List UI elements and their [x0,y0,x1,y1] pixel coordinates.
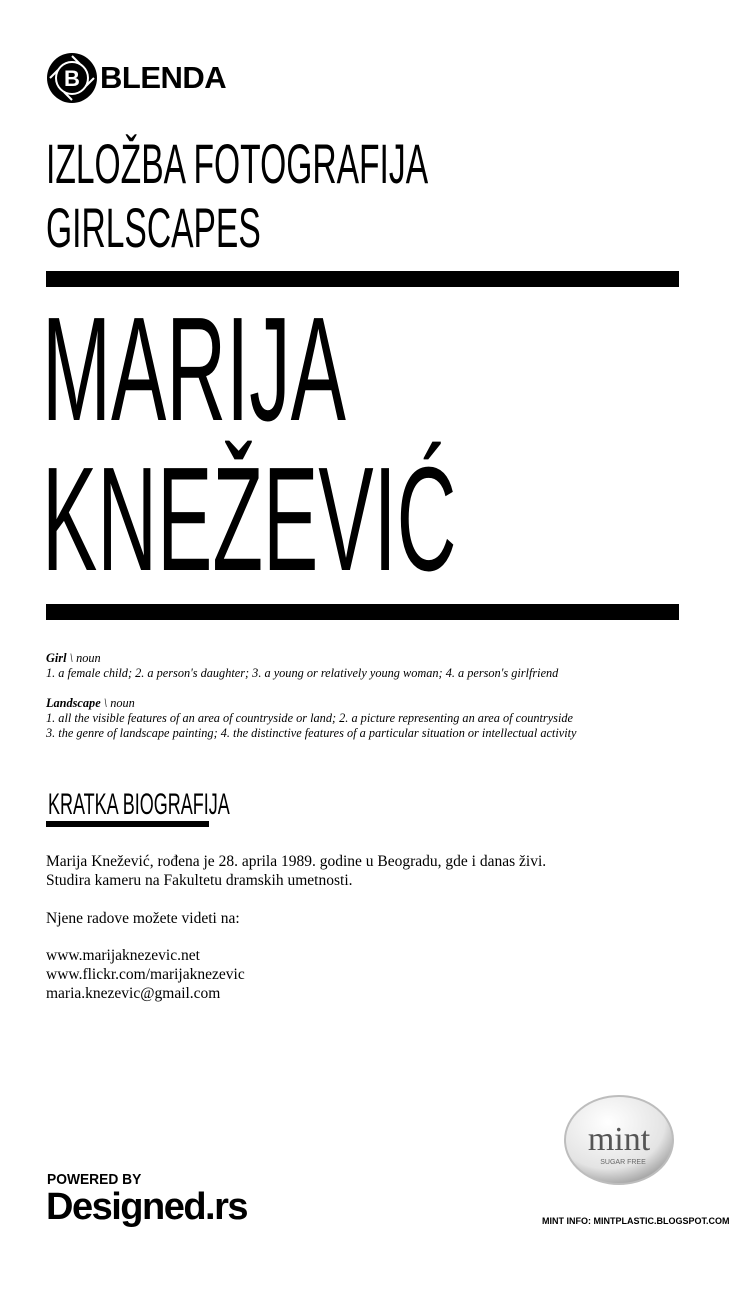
powered-by-label: POWERED BY [47,1171,142,1188]
divider-top [46,271,679,287]
definition-term: Girl [46,651,67,665]
bio-text: Studira kameru na Fakultetu dramskih umetnosti. [46,872,353,889]
divider-bottom [46,604,679,620]
mint-info-text: MINT INFO: MINTPLASTIC.BLOGSPOT.COM [542,1216,730,1226]
exhibition-title: IZLOŽBA FOTOGRAFIJA [46,132,429,195]
aperture-b-icon [46,52,98,104]
designed-logo: Designed.rs [46,1186,248,1228]
artist-first-name: MARIJA [42,287,346,452]
svg-text:B: B [64,66,80,91]
email-link[interactable]: maria.knezevic@gmail.com [46,985,221,1002]
definition-landscape-text: 3. the genre of landscape painting; 4. the distinctive features of a particular situation or intellectual activity [46,726,577,740]
exhibition-name: GIRLSCAPES [46,196,261,259]
mint-logo-badge [563,1094,675,1186]
flickr-link[interactable]: www.flickr.com/marijaknezevic [46,966,245,983]
definition-landscape-text: 1. all the visible features of an area of countryside or land; 2. a picture representing an area of countryside [46,711,573,725]
mint-sub: SUGAR FREE [600,1159,646,1166]
brand-name: BLENDA [100,60,227,95]
artist-last-name: KNEŽEVIĆ [42,437,457,602]
definition-landscape-heading [46,696,135,711]
definition-girl-text: 1. a female child; 2. a person's daughter; 3. a young or relatively young woman; 4. a person's girlfriend [46,666,559,680]
bio-heading: KRATKA BIOGRAFIJA [48,788,230,821]
bio-text: Marija Knežević, rođena je 28. aprila 1989. godine u Beogradu, gde i danas živi. [46,853,547,870]
bio-heading-underline [46,821,209,827]
mint-word: mint [587,1121,651,1158]
definition-term: Landscape [46,696,101,710]
bio-text: Njene radove možete videti na: [46,910,240,927]
website-link[interactable]: www.marijaknezevic.net [46,947,200,964]
definition-girl-heading [46,651,101,666]
definition-pos: \ noun [66,651,101,665]
definition-pos: \ noun [100,696,135,710]
